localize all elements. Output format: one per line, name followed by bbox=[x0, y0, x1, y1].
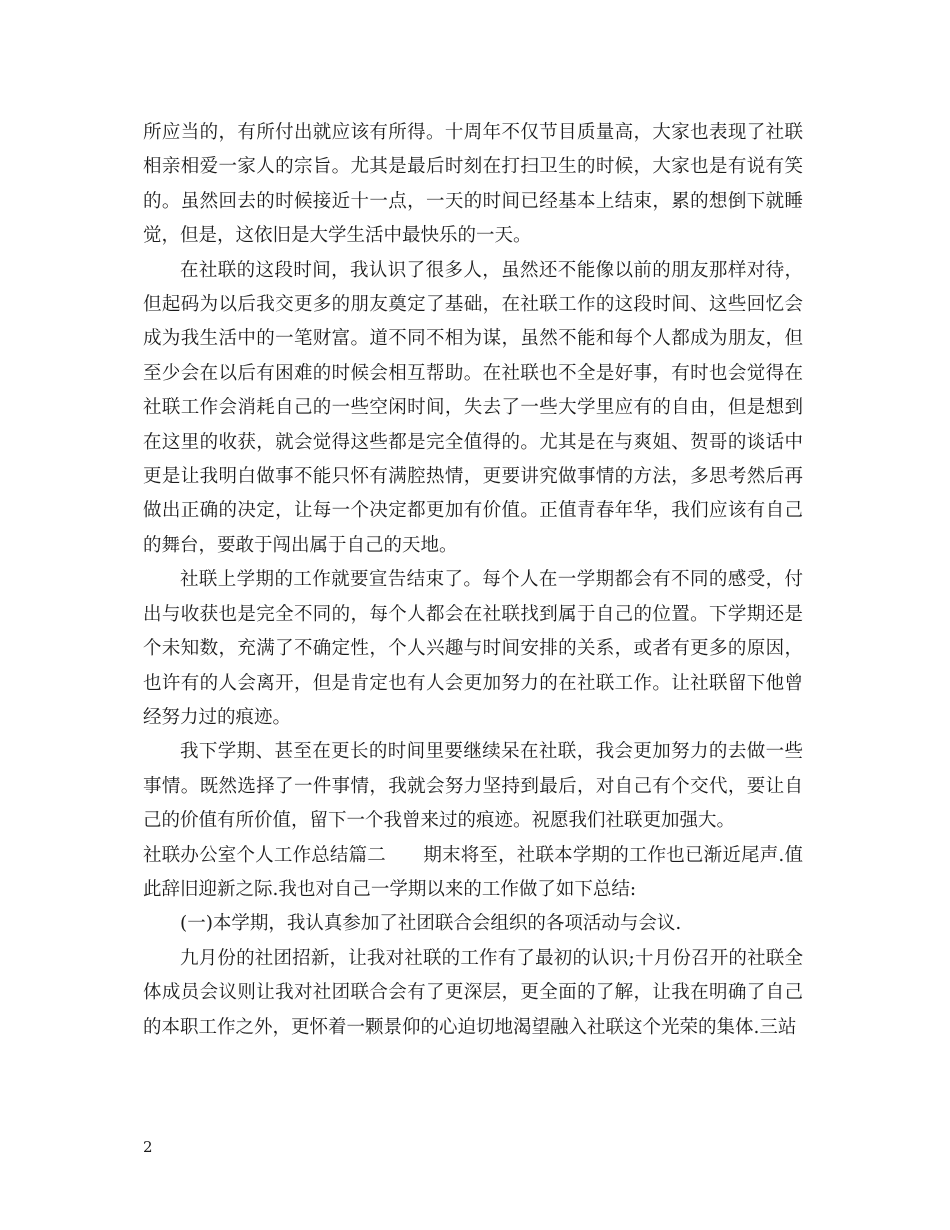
paragraph-2: 在社联的这段时间，我认识了很多人，虽然还不能像以前的朋友那样对待，但起码为以后我交更多的朋友奠定了基础，在社联工作的这段时间、这些回忆会成为我生活中的一笔财富。道不同不相为谋，虽然不能和每个人都成为朋友，但至少会在以后有困难的时候会相互帮助。在社联也不全是好事，有时也会觉得在社联工作会消耗自己的一些空闲时间，失去了一些大学里应有的自由，但是想到在这里的收获，就会觉得这些都是完全值得的。尤其是在与爽姐、贺哥的谈话中更是让我明白做事不能只怀有满腔热情，更要讲究做事情的方法，多思考然后再做出正确的决定，让每一个决定都更加有价值。正值青春年华，我们应该有自己的舞台，要敢于闯出属于自己的天地。 bbox=[143, 259, 803, 556]
paragraph-1: 所应当的，有所付出就应该有所得。十周年不仅节目质量高，大家也表现了社联相亲相爱一家人的宗旨。尤其是最后时刻在打扫卫生的时候，大家也是有说有笑的。虽然回去的时候接近十一点，一天的时间已经基本上结束，累的想倒下就睡觉，但是，这依旧是大学生活中最快乐的一天。 bbox=[143, 122, 803, 247]
section-heading-paragraph: 社联办公室个人工作总结篇二 期末将至，社联本学期的工作也已渐近尾声.值此辞旧迎新之际.我也对自己一学期以来的工作做了如下总结: bbox=[143, 844, 803, 900]
page-number: 2 bbox=[143, 1138, 153, 1156]
paragraph-4: 我下学期、甚至在更长的时间里要继续呆在社联，我会更加努力的去做一些事情。既然选择了一件事情，我就会努力坚持到最后，对自己有个交代，要让自己的价值有所价值，留下一个我曾来过的痕迹。祝愿我们社联更加强大。 bbox=[143, 741, 803, 832]
paragraph-7: 九月份的社团招新，让我对社联的工作有了最初的认识;十月份召开的社联全体成员会议则让我对社团联合会有了更深层，更全面的了解，让我在明确了自己的本职工作之外，更怀着一颗景仰的心迫切地渴望融入社联这个光荣的集体.三站 bbox=[143, 947, 803, 1038]
paragraph-3: 社联上学期的工作就要宣告结束了。每个人在一学期都会有不同的感受，付出与收获也是完全不同的，每个人都会在社联找到属于自己的位置。下学期还是个未知数，充满了不确定性，个人兴趣与时间安排的关系，或者有更多的原因，也许有的人会离开，但是肯定也有人会更加努力的在社联工作。让社联留下他曾经努力过的痕迹。 bbox=[143, 569, 803, 728]
paragraph-6: (一)本学期，我认真参加了社团联合会组织的各项活动与会议. bbox=[180, 913, 682, 935]
document-body bbox=[143, 116, 803, 1045]
